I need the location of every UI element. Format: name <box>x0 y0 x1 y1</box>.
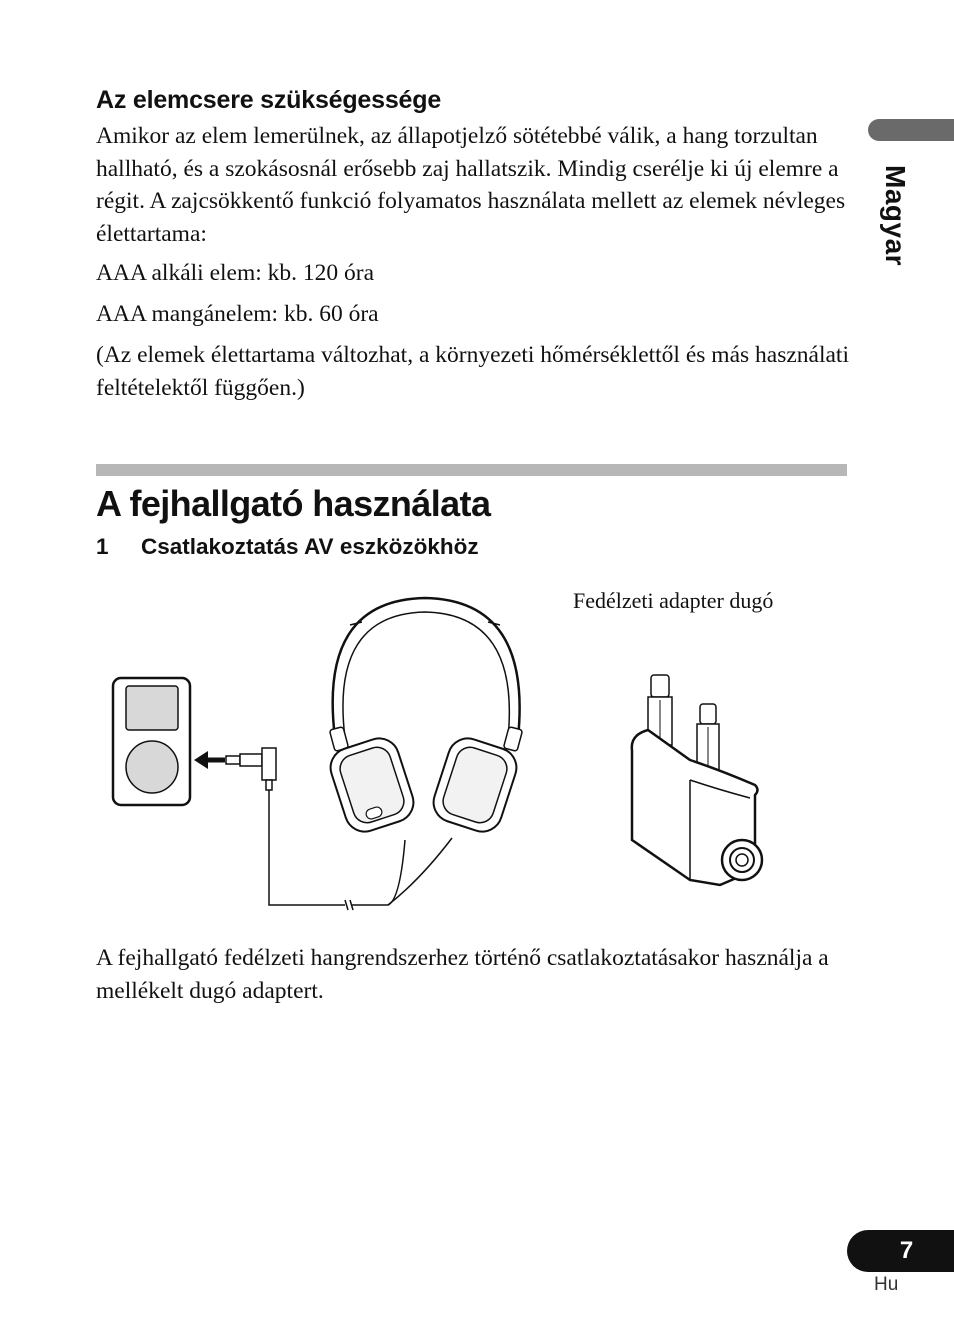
manganese-battery-life: AAA mangánelem: kb. 60 óra <box>96 301 379 327</box>
headphones-icon <box>325 598 522 837</box>
battery-life-note: (Az elemek élettartama változhat, a környezeti hőmérséklettől és más használati feltételektől függően.) <box>96 342 849 401</box>
battery-section-heading: Az elemcsere szükségessége <box>96 86 442 114</box>
language-tab-marker <box>868 119 954 141</box>
adapter-usage-paragraph: A fejhallgató fedélzeti hangrendszerhez történő csatlakoztatásakor használja a mellékelt dugó adaptert. <box>96 945 829 1004</box>
flight-adapter-plug-icon <box>632 675 762 885</box>
step-heading <box>96 534 479 560</box>
page-number-badge <box>847 1230 954 1272</box>
music-player-icon <box>113 678 190 805</box>
cable <box>269 790 345 905</box>
battery-paragraph: Amikor az elem lemerülnek, az állapotjelző sötétebbé válik, a hang torzultan hallható, és a szokásosnál erősebb zaj hallatszik. Mindig cserélje ki új elemre a régit. A zajcsökkentő funkció folyamatos használata mellett az elemek névleges élettartama: <box>96 123 846 247</box>
connection-illustration <box>0 580 954 920</box>
step-title: Csatlakoztatás AV eszközökhöz <box>141 534 479 559</box>
alkaline-battery-life: AAA alkáli elem: kb. 120 óra <box>96 260 375 286</box>
page-language-code: Hu <box>874 1274 899 1295</box>
usage-section-heading: A fejhallgató használata <box>96 483 491 524</box>
arrow-left-icon <box>194 751 225 769</box>
section-divider <box>96 464 847 476</box>
adapter-label: Fedélzeti adapter dugó <box>573 588 774 613</box>
page-number: 7 <box>899 1237 914 1264</box>
language-side-label: Magyar <box>880 165 911 267</box>
step-number: 1 <box>96 534 109 559</box>
headphone-plug-icon <box>226 748 276 790</box>
